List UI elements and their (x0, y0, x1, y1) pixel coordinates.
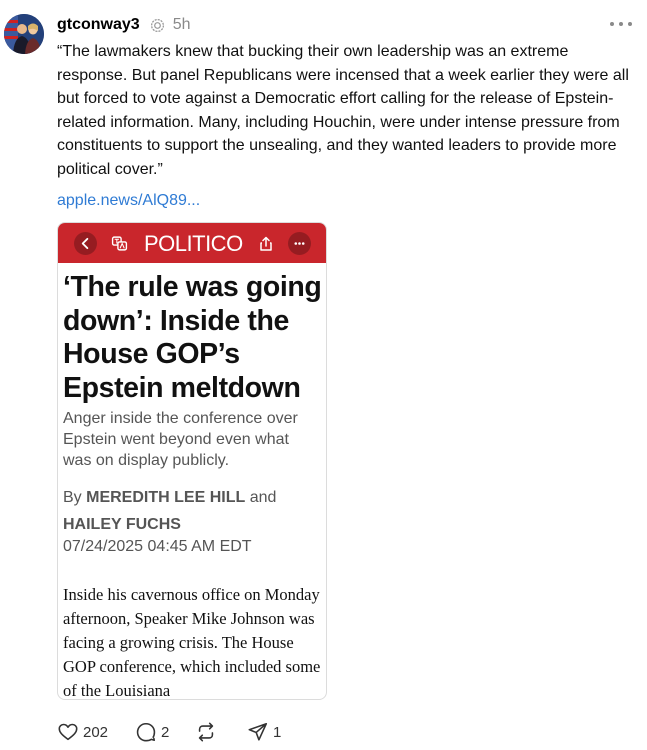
article-headline: ‘The rule was going down’: Inside the House GOP’s Epstein meltdown (63, 271, 322, 404)
back-icon[interactable] (74, 232, 97, 255)
article-date: 07/24/2025 04:45 AM EDT (63, 538, 252, 555)
byline-join: and (249, 489, 277, 506)
avatar-image (4, 14, 44, 54)
brand-logo: POLITICO (144, 231, 243, 256)
share-icon[interactable] (254, 232, 277, 255)
byline-prefix: By (63, 489, 82, 506)
article-link[interactable]: apple.news/AlQ89... (57, 192, 201, 209)
post-header (57, 14, 190, 36)
article-body: Inside his cavernous office on Monday afternoon, Speaker Mike Johnson was facing a growing crisis. The House GOP conference, which included some of the Louisiana (63, 585, 321, 700)
reply-count: 2 (161, 723, 170, 741)
comment-icon (135, 721, 157, 743)
like-button[interactable] (57, 720, 108, 744)
article-byline (63, 484, 313, 538)
username[interactable]: gtconway3 (57, 16, 140, 33)
send-icon (247, 721, 269, 743)
article-preview-card[interactable] (57, 222, 327, 700)
more-icon[interactable] (610, 18, 632, 30)
post-text: “The lawmakers knew that bucking their own leadership was an extreme response. But panel Republicans were incensed that a week earlier they were all but forced to vote against a Democratic effort calling for the release of Epstein-related information. Many, including Houchin, were under intense pressure from constituents to support the unsealing, and they wanted leaders to provide more political cover.” (57, 43, 629, 178)
article-subhead: Anger inside the conference over Epstein went beyond even what was on display publicly. (63, 410, 298, 469)
like-count: 202 (83, 723, 109, 741)
share-count: 1 (273, 723, 282, 741)
reply-button[interactable] (135, 720, 169, 744)
repost-button[interactable] (195, 720, 221, 744)
card-more-icon[interactable] (288, 232, 311, 255)
author-name: HAILEY FUCHS (63, 516, 181, 533)
author-name: MEREDITH LEE HILL (86, 489, 246, 506)
post-actions (57, 720, 317, 744)
card-toolbar (58, 223, 327, 263)
share-button[interactable] (247, 720, 281, 744)
post-timestamp: 5h (172, 16, 191, 33)
verified-icon (150, 18, 165, 33)
avatar[interactable] (4, 14, 44, 54)
repost-icon (195, 721, 217, 743)
translate-icon[interactable] (108, 232, 131, 255)
heart-icon (57, 721, 79, 743)
